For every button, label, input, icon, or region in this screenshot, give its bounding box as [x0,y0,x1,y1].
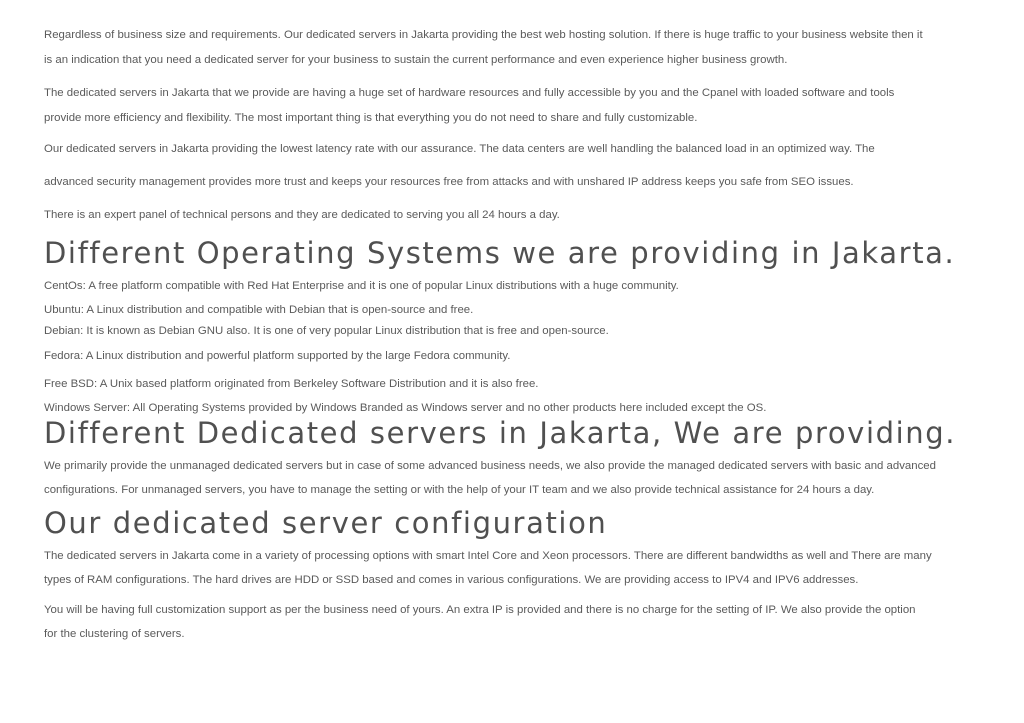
config-paragraph-2-line-1: You will be having full customization support as per the business need of yours. An extra IP is provided and there is no charge for the setting of IP. We also provide the option [44,604,916,616]
os-section-heading: Different Operating Systems we are providing in Jakarta. [44,236,956,270]
os-item-fedora: Fedora: A Linux distribution and powerful platform supported by the large Fedora community. [44,350,511,362]
os-item-windows-server: Windows Server: All Operating Systems provided by Windows Branded as Windows server and no other products here included except the OS. [44,402,767,414]
os-item-debian: Debian: It is known as Debian GNU also. It is one of very popular Linux distribution that is free and open-source. [44,325,609,337]
intro-paragraph-1-line-1: Regardless of business size and requirements. Our dedicated servers in Jakarta providing the best web hosting solution. If there is huge traffic to your business website then it [44,29,923,41]
servers-paragraph-line-1: We primarily provide the unmanaged dedicated servers but in case of some advanced business needs, we also provide the managed dedicated servers with basic and advanced [44,460,936,472]
servers-paragraph-line-2: configurations. For unmanaged servers, you have to manage the setting or with the help of your IT team and we also provide technical assistance for 24 hours a day. [44,484,875,496]
servers-section-heading: Different Dedicated servers in Jakarta, We are providing. [44,416,957,450]
os-item-centos: CentOs: A free platform compatible with Red Hat Enterprise and it is one of popular Linux distributions with a huge community. [44,280,679,292]
intro-paragraph-4: There is an expert panel of technical persons and they are dedicated to serving you all 24 hours a day. [44,209,560,221]
os-item-ubuntu: Ubuntu: A Linux distribution and compatible with Debian that is open-source and free. [44,304,474,316]
config-section-heading: Our dedicated server configuration [44,506,608,540]
intro-paragraph-2-line-2: provide more efficiency and flexibility. The most important thing is that everything you do not need to share and fully customizable. [44,112,698,124]
intro-paragraph-1-line-2: is an indication that you need a dedicated server for your business to sustain the current performance and even experience higher business growth. [44,54,788,66]
config-paragraph-1-line-2: types of RAM configurations. The hard drives are HDD or SSD based and comes in various configurations. We are providing access to IPV4 and IPV6 addresses. [44,574,859,586]
intro-paragraph-3-line-1: Our dedicated servers in Jakarta providing the lowest latency rate with our assurance. The data centers are well handling the balanced load in an optimized way. The [44,143,875,155]
intro-paragraph-2-line-1: The dedicated servers in Jakarta that we provide are having a huge set of hardware resources and fully accessible by you and the Cpanel with loaded software and tools [44,87,895,99]
config-paragraph-2-line-2: for the clustering of servers. [44,628,185,640]
intro-paragraph-3-line-2: advanced security management provides more trust and keeps your resources free from attacks and with unshared IP address keeps you safe from SEO issues. [44,176,854,188]
os-item-freebsd: Free BSD: A Unix based platform originated from Berkeley Software Distribution and it is also free. [44,378,539,390]
config-paragraph-1-line-1: The dedicated servers in Jakarta come in a variety of processing options with smart Intel Core and Xeon processors. There are different bandwidths as well and There are many [44,550,932,562]
